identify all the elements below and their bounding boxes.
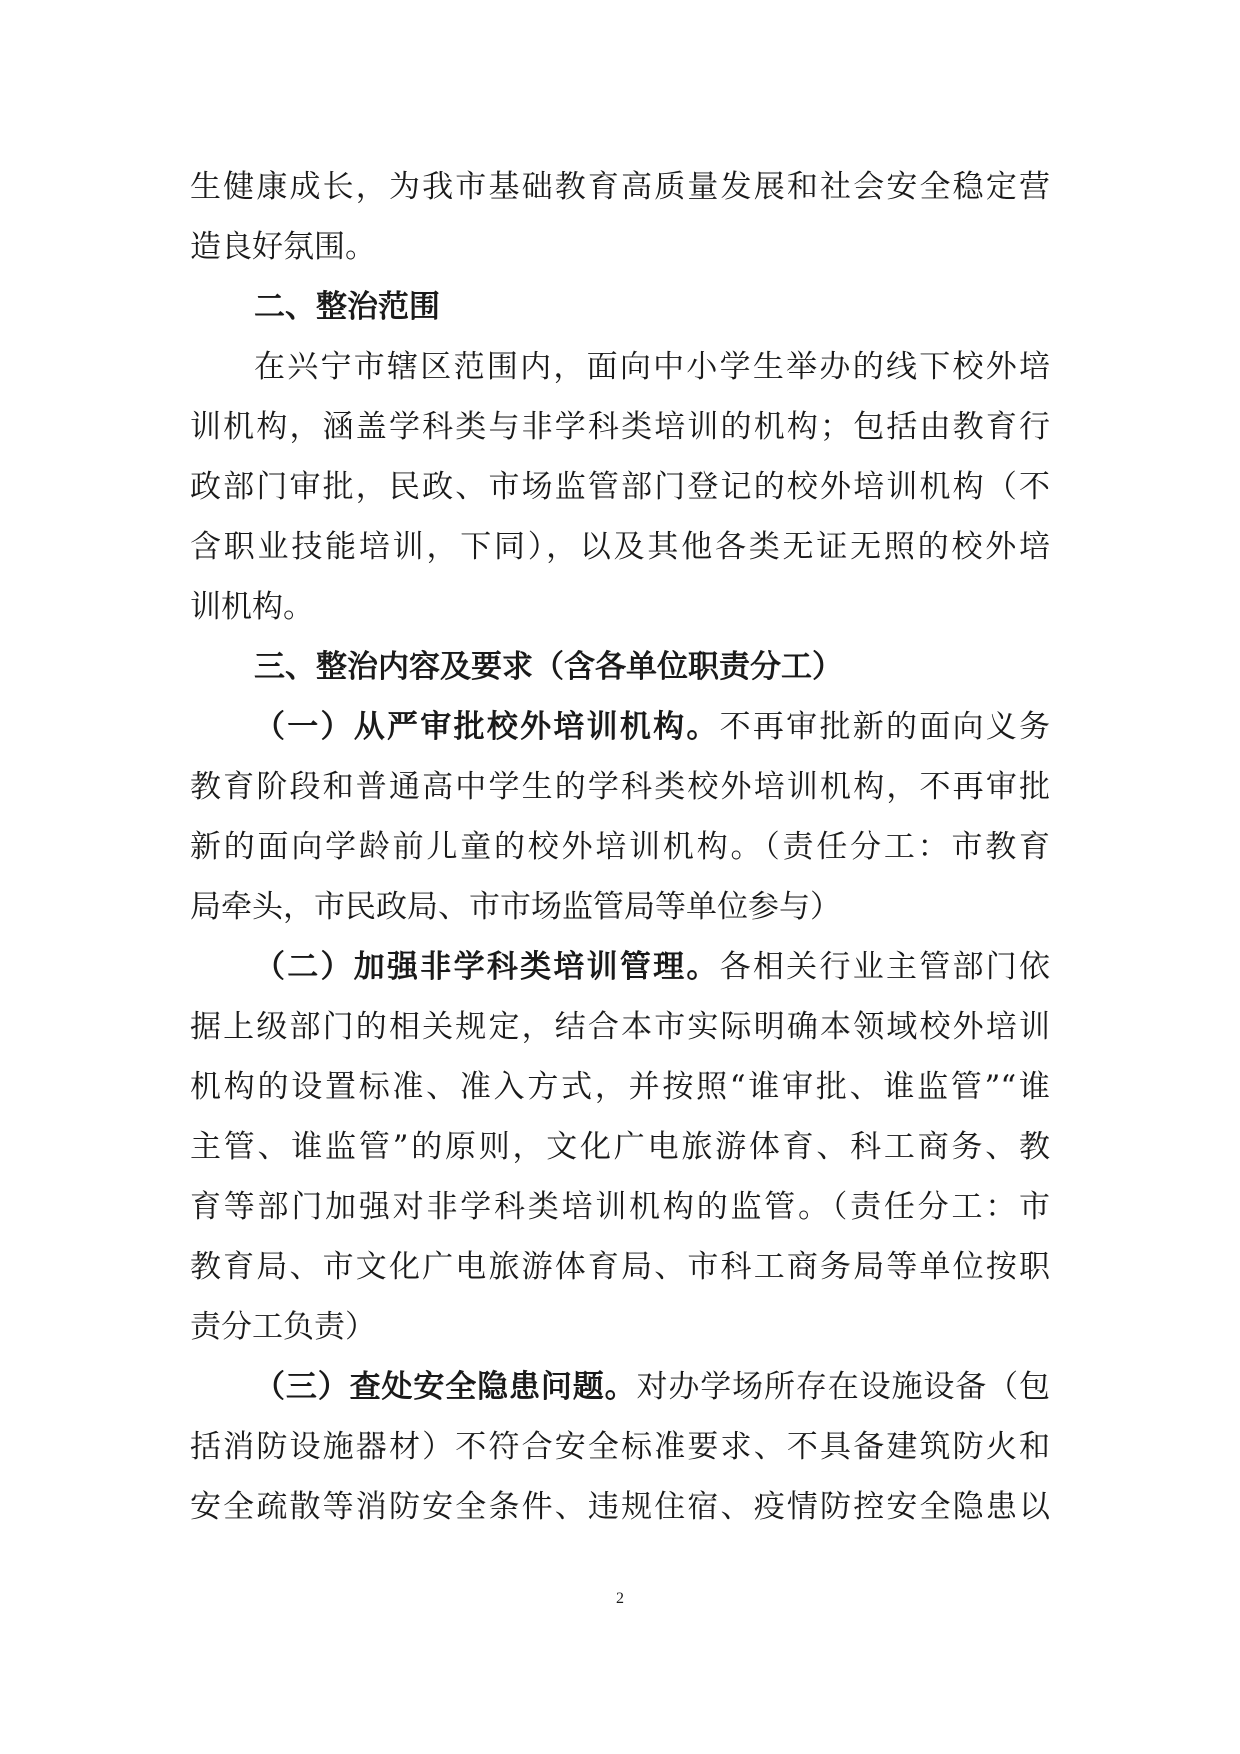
page-number: 2: [616, 1590, 624, 1607]
subsection-text: 各相关行业主管部门依: [719, 949, 1051, 985]
subsection-line: [190, 937, 1050, 997]
document-body: [190, 157, 1050, 1537]
paragraph-line: 教育局、市文化广电旅游体育局、市科工商务局等单位按职: [190, 1249, 1050, 1285]
paragraph-line: 教育阶段和普通高中学生的学科类校外培训机构，不再审批: [190, 769, 1050, 805]
paragraph-line: 主管、谁监管”的原则，文化广电旅游体育、科工商务、教: [190, 1129, 1050, 1165]
paragraph-line: 含职业技能培训，下同），以及其他各类无证无照的校外培: [190, 529, 1050, 565]
subsection-text: 不再审批新的面向义务: [719, 709, 1051, 745]
paragraph-line: 生健康成长，为我市基础教育高质量发展和社会安全稳定营: [190, 169, 1050, 205]
paragraph-line: 据上级部门的相关规定，结合本市实际明确本领域校外培训: [190, 1009, 1050, 1045]
subsection-title: （一）从严审批校外培训机构。: [254, 709, 720, 745]
paragraph-line: 政部门审批，民政、市场监管部门登记的校外培训机构（不: [190, 469, 1050, 505]
section-heading: 二、整治范围: [254, 289, 440, 325]
paragraph-line: 在兴宁市辖区范围内，面向中小学生举办的线下校外培: [254, 349, 1050, 385]
paragraph-line: 造良好氛围。: [190, 229, 376, 265]
paragraph-line: 训机构，涵盖学科类与非学科类培训的机构；包括由教育行: [190, 409, 1050, 445]
paragraph-line: 安全疏散等消防安全条件、违规住宿、疫情防控安全隐患以: [190, 1489, 1050, 1525]
paragraph-line: 括消防设施器材）不符合安全标准要求、不具备建筑防火和: [190, 1429, 1050, 1465]
paragraph-line: 训机构。: [190, 589, 314, 625]
paragraph-line: 机构的设置标准、准入方式，并按照“谁审批、谁监管”“谁: [190, 1069, 1050, 1105]
subsection-line: [190, 1357, 1050, 1417]
subsection-title: （二）加强非学科类培训管理。: [254, 949, 720, 985]
subsection-text: 对办学场所存在设施设备（包: [636, 1369, 1050, 1405]
subsection-title: （三）查处安全隐患问题。: [254, 1369, 637, 1405]
paragraph-line: 责分工负责）: [190, 1309, 376, 1345]
section-heading: 三、整治内容及要求（含各单位职责分工）: [254, 649, 843, 685]
paragraph-line: 育等部门加强对非学科类培训机构的监管。（责任分工：市: [190, 1189, 1050, 1225]
paragraph-line: 新的面向学龄前儿童的校外培训机构。（责任分工：市教育: [190, 829, 1050, 865]
subsection-line: [190, 697, 1050, 757]
paragraph-line: 局牵头，市民政局、市市场监管局等单位参与）: [190, 889, 841, 925]
